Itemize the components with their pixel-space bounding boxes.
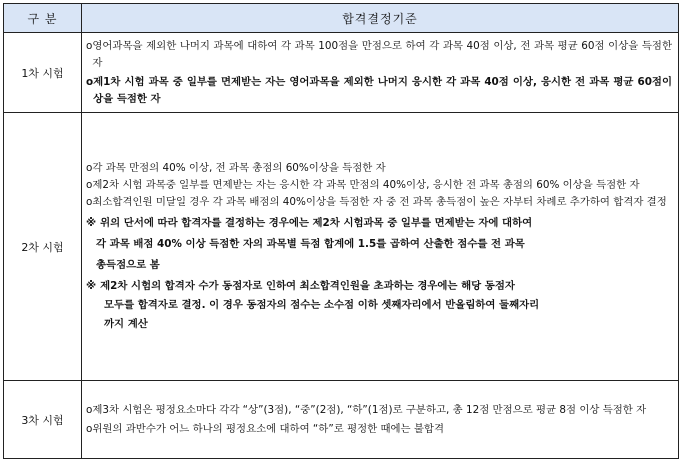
table-row-second-exam (4, 113, 679, 381)
note-mark: ※ (86, 217, 97, 229)
bullet-mark: o (86, 196, 93, 208)
list-item (86, 38, 672, 72)
list-item (86, 177, 672, 194)
list-item (86, 160, 672, 177)
note-continuation: 각 과목 배점 40% 이상 득점한 자의 과목별 득점 합계에 1.5를 곱하여 산출한 점수를 전 과목 (96, 238, 525, 250)
item-text: 제1차 시험 과목 중 일부를 면제받는 자는 영어과목을 제외한 나머지 응시한 각 과목 40점 이상, 응시한 전 과목 평균 60점이상을 득점한 자 (93, 75, 672, 105)
list-item (86, 421, 672, 438)
criteria-table (3, 3, 679, 459)
note-line: 위의 단서에 따라 합격자를 결정하는 경우에는 제2차 시험과목 중 일부를 면제받는 자에 대하여 (100, 217, 533, 229)
table-row-first-exam (4, 33, 679, 113)
item-text: 위원의 과반수가 어느 하나의 평정요소에 대하여 “하”로 평정한 때에는 불합격 (92, 422, 445, 435)
list-item (86, 194, 672, 211)
note-continuation: 총득점으로 봄 (96, 259, 160, 271)
bullet-mark: o (86, 179, 93, 191)
header-row (4, 4, 679, 33)
criteria-table-wrapper (3, 3, 679, 459)
bullet-mark: o (86, 75, 94, 88)
list-item (86, 402, 672, 419)
bullet-mark: o (86, 39, 93, 52)
row-criteria (82, 381, 679, 459)
item-text: 각 과목 만점의 40% 이상, 전 과목 총점의 60%이상을 득점한 자 (92, 162, 386, 174)
note-continuation: 까지 계산 (104, 318, 148, 330)
header-category: 구 분 (4, 4, 82, 33)
bullet-mark: o (86, 403, 93, 416)
item-text: 제3차 시험은 평정요소마다 각각 “상”(3점), “중”(2점), “하”(1점)로 구분하고, 총 12점 만점으로 평균 8점 이상 득점한 자 (92, 403, 647, 416)
note-line: 제2차 시험의 합격자 수가 동점자로 인하여 최소합격인원을 초과하는 경우에는 해당 동점자 (100, 280, 515, 292)
header-criteria: 합격결정기준 (82, 4, 679, 33)
note-continuation: 모두를 합격자로 결정. 이 경우 동점자의 점수는 소수점 이하 셋째자리에서 반올림하여 둘째자리 (104, 299, 540, 311)
item-text: 영어과목을 제외한 나머지 과목에 대하여 각 과목 100점을 만점으로 하여 각 과목 40점 이상, 전 과목 평균 60점 이상을 득점한자 (92, 39, 672, 69)
note-tie-exemption (86, 215, 672, 232)
list-item (86, 74, 672, 108)
bullet-mark: o (86, 162, 93, 174)
row-label: 3차 시험 (4, 381, 82, 459)
note-mark: ※ (86, 280, 97, 292)
row-criteria (82, 113, 679, 381)
bullet-mark: o (86, 422, 93, 435)
item-text: 제2차 시험 과목중 일부를 면제받는 자는 응시한 각 과목 만점의 40%이상, 응시한 전 과목 총점의 60% 이상을 득점한 자 (92, 179, 640, 191)
table-row-third-exam (4, 381, 679, 459)
row-label: 1차 시험 (4, 33, 82, 113)
row-criteria (82, 33, 679, 113)
item-text: 최소합격인원 미달일 경우 각 과목 배점의 40%이상을 득점한 자 중 전 과목 총득점이 높은 자부터 차례로 추가하여 합격자 결정 (92, 196, 667, 208)
row-label: 2차 시험 (4, 113, 82, 381)
note-tie-breaking (86, 278, 672, 295)
